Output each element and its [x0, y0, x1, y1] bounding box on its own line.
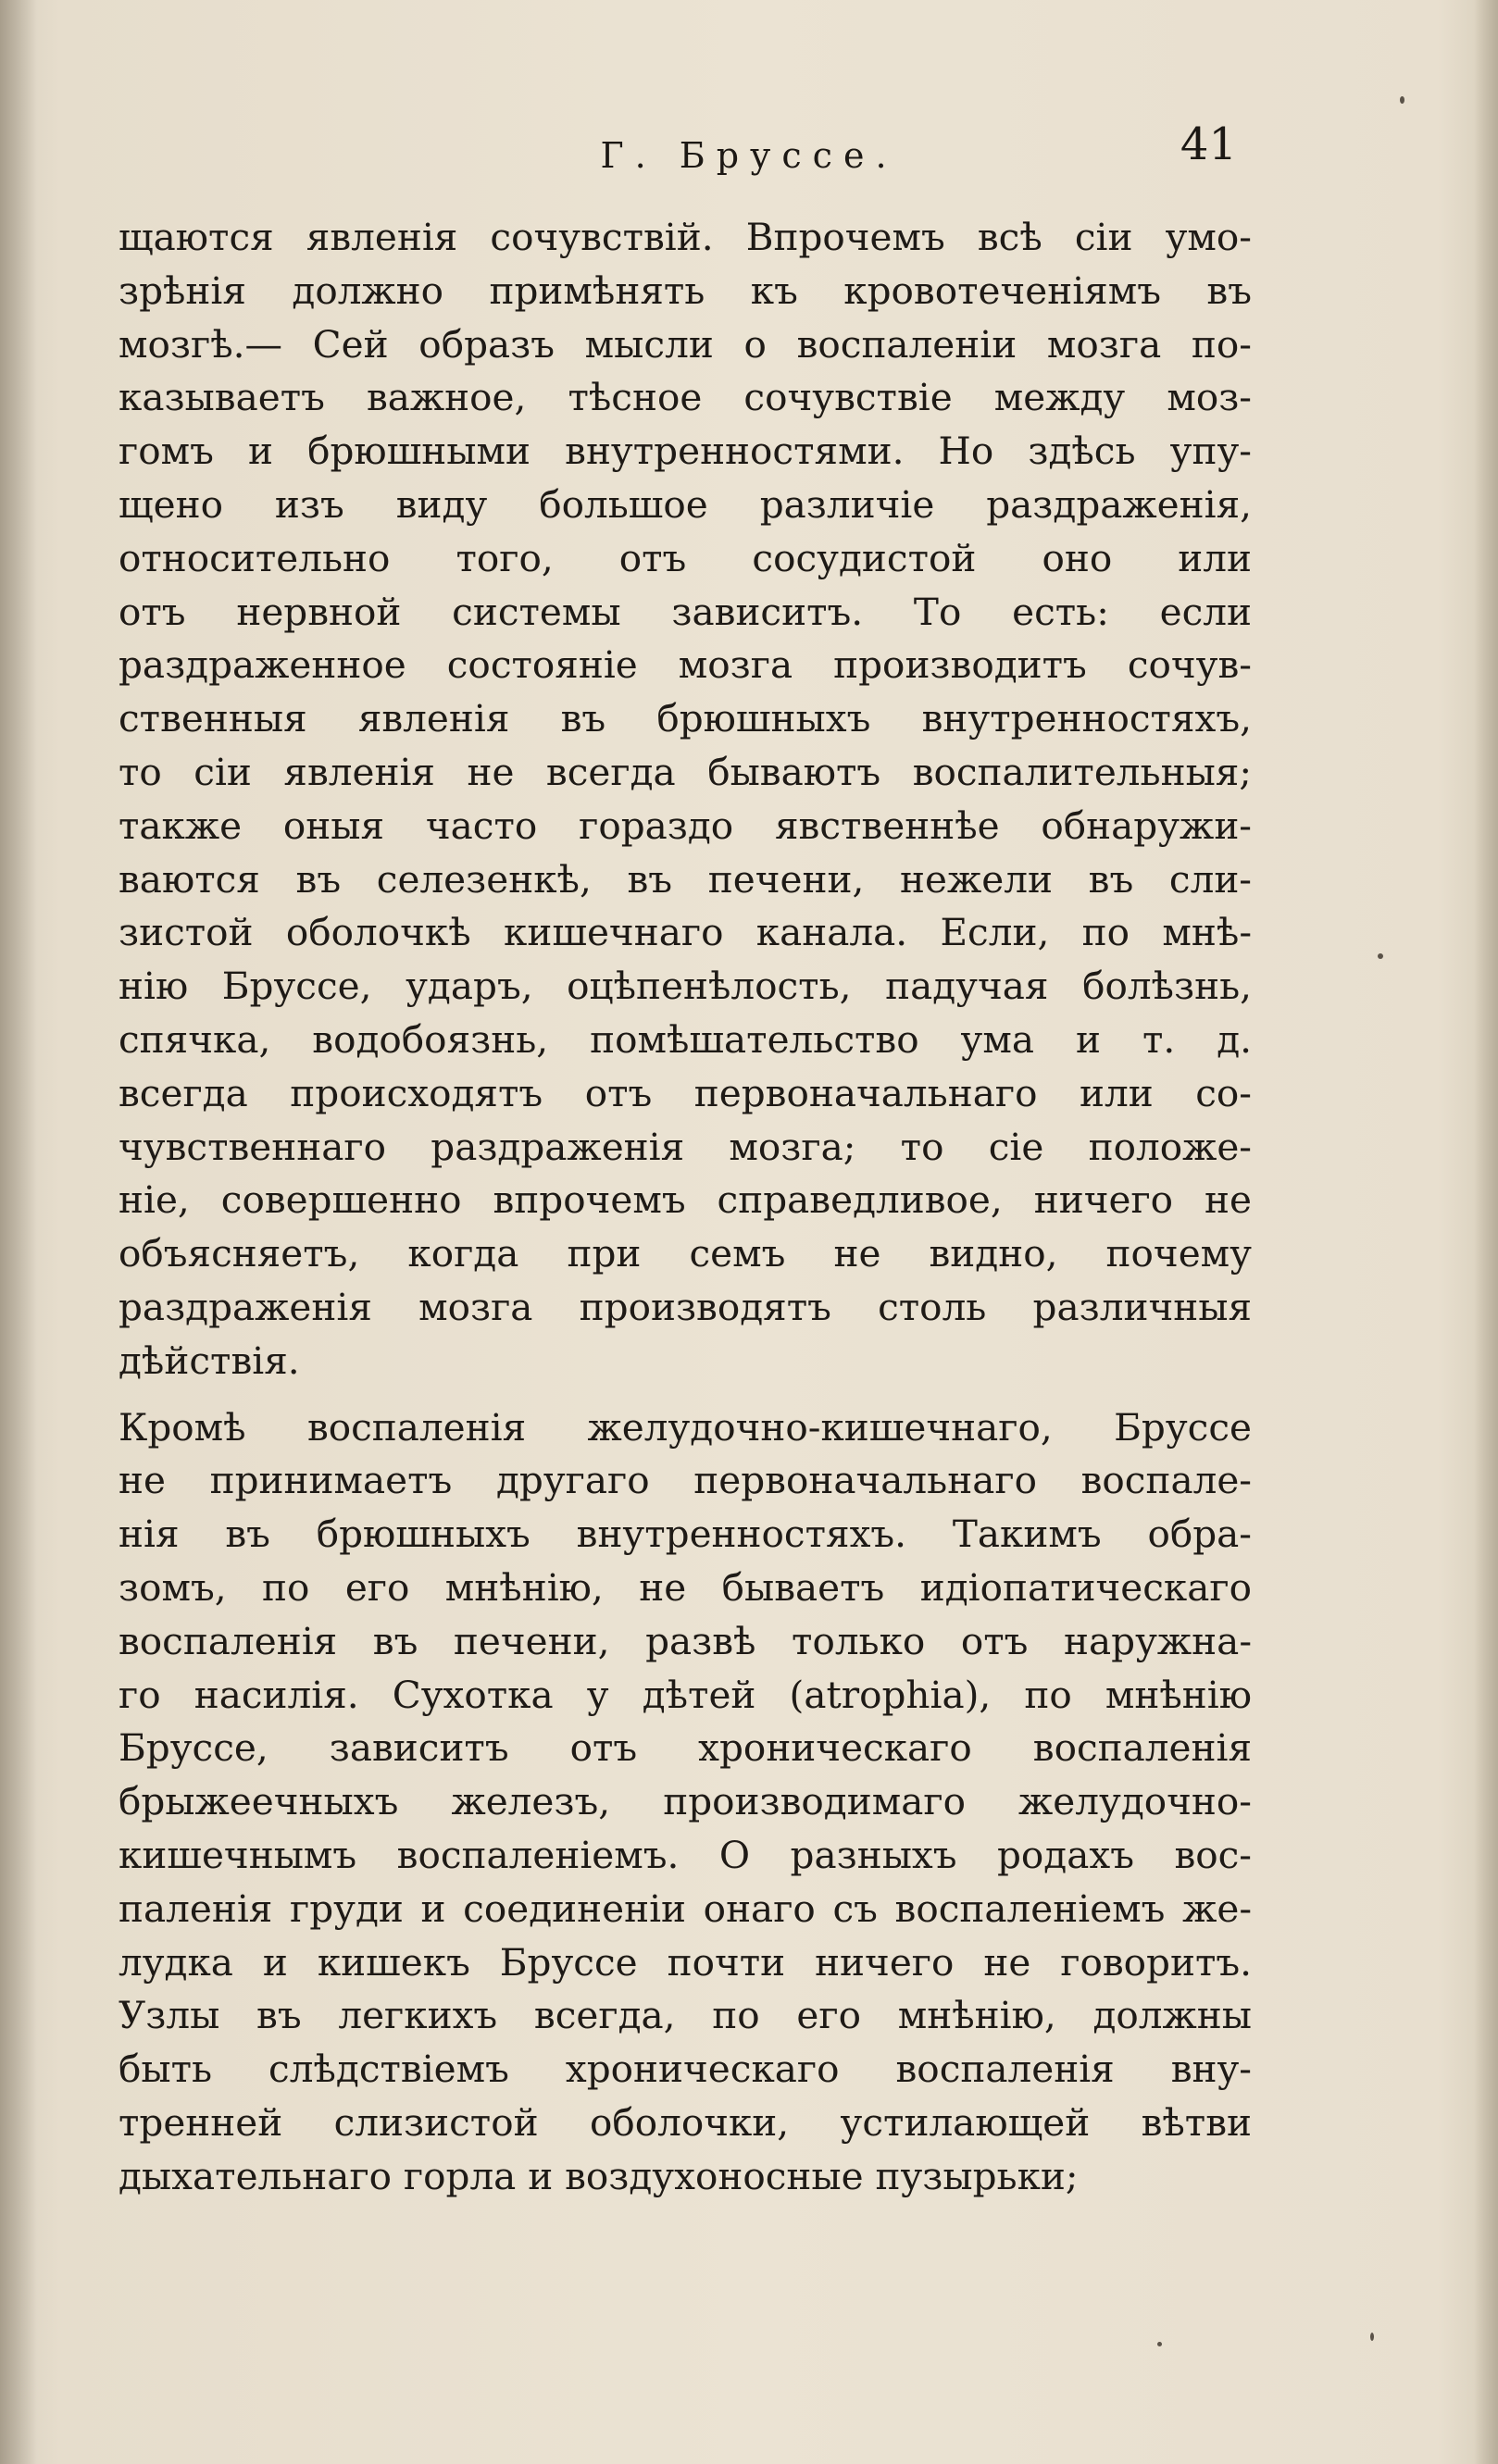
text-line: нію Бруссе, ударъ, оцѣпенѣлость, падучая болѣзнь, [119, 964, 1252, 1009]
text-line: щаются явленія сочувствій. Впрочемъ всѣ сіи умо- [119, 215, 1252, 259]
page-gutter-shadow [0, 0, 37, 2464]
page-header [0, 118, 1498, 193]
text-line: Бруссе, зависитъ отъ хроническаго воспаленія [119, 1725, 1252, 1771]
text-line: раздраженное состояніе мозга производитъ сочув- [119, 642, 1252, 688]
paragraph-1 [119, 211, 1252, 1388]
text-line: объясняетъ, когда при семъ не видно, почему [119, 1231, 1252, 1276]
text-line: дыхательнаго горла и воздухоносные пузырьки; [119, 2153, 1079, 2198]
text-line: ніе, совершенно впрочемъ справедливое, ничего не [119, 1177, 1252, 1223]
paragraph-2 [119, 1401, 1252, 2204]
body-text [119, 211, 1252, 2203]
text-line: казываетъ важное, тѣсное сочувствіе между моз- [119, 375, 1252, 420]
text-line: зистой оболочкѣ кишечнаго канала. Если, по мнѣ- [119, 910, 1252, 955]
text-line: также оныя часто гораздо явственнѣе обнаружи- [119, 803, 1252, 848]
text-line: всегда происходятъ отъ первоначальнаго или со- [119, 1070, 1252, 1115]
text-line: дѣйствія. [119, 1338, 300, 1383]
text-line: зрѣнія должно примѣнять къ кровотеченіямъ въ [119, 268, 1252, 313]
text-line: Кромѣ воспаленія желудочно-кишечнаго, Бруссе [119, 1404, 1252, 1450]
text-line: зомъ, по его мнѣнію, не бываетъ идіопатическаго [119, 1564, 1252, 1610]
text-line: гомъ и брюшными внутренностями. Но здѣсь упу- [119, 429, 1252, 474]
text-line: воспаленія въ печени, развѣ только отъ наружна- [119, 1618, 1252, 1663]
text-line: Узлы въ легкихъ всегда, по его мнѣнію, должны [119, 1993, 1252, 2038]
page-speck [1378, 953, 1383, 959]
text-line: не принимаетъ другаго первоначальнаго воспале- [119, 1458, 1252, 1503]
text-line: ственныя явленія въ брюшныхъ внутренностяхъ, [119, 696, 1252, 741]
text-line: отъ нервной системы зависитъ. То есть: если [119, 589, 1252, 634]
text-line: го насилія. Сухотка у дѣтей (atrophia), по мнѣнію [119, 1672, 1252, 1717]
text-line: быть слѣдствіемъ хроническаго воспаленія вну- [119, 2047, 1252, 2092]
text-line: спячка, водобоязнь, помѣшательство ума и т. д. [119, 1016, 1252, 1062]
text-line: лудка и кишекъ Бруссе почти ничего не говоритъ. [119, 1939, 1252, 1985]
text-line: брыжеечныхъ железъ, производимаго желудочно- [119, 1779, 1252, 1824]
page-number: 41 [1180, 118, 1237, 170]
text-line: раздраженія мозга производятъ столь различныя [119, 1284, 1252, 1329]
text-line: ваются въ селезенкѣ, въ печени, нежели въ сли- [119, 856, 1252, 902]
page-speck [1400, 96, 1404, 104]
running-head: Г. Бруссе. [600, 135, 898, 176]
text-line: тренней слизистой оболочки, устилающей вѣтви [119, 2099, 1252, 2145]
text-line: щено изъ виду большое различіе раздраженія, [119, 481, 1252, 527]
page-speck [1157, 2342, 1162, 2346]
text-line: кишечнымъ воспаленіемъ. О разныхъ родахъ вос- [119, 1832, 1252, 1877]
text-line: мозгѣ.— Сей образъ мысли о воспаленіи мозга по- [119, 321, 1252, 367]
text-line: относительно того, отъ сосудистой оно или [119, 535, 1252, 580]
text-line: нія въ брюшныхъ внутренностяхъ. Такимъ обра- [119, 1512, 1252, 1557]
text-line: паленія груди и соединеніи онаго съ воспаленіемъ же- [119, 1885, 1252, 1931]
text-line: чувственнаго раздраженія мозга; то сіе положе- [119, 1124, 1252, 1169]
page-speck [1370, 2333, 1374, 2341]
text-line: то сіи явленія не всегда бываютъ воспалительныя; [119, 749, 1252, 794]
page-edge-shadow [1474, 0, 1498, 2464]
